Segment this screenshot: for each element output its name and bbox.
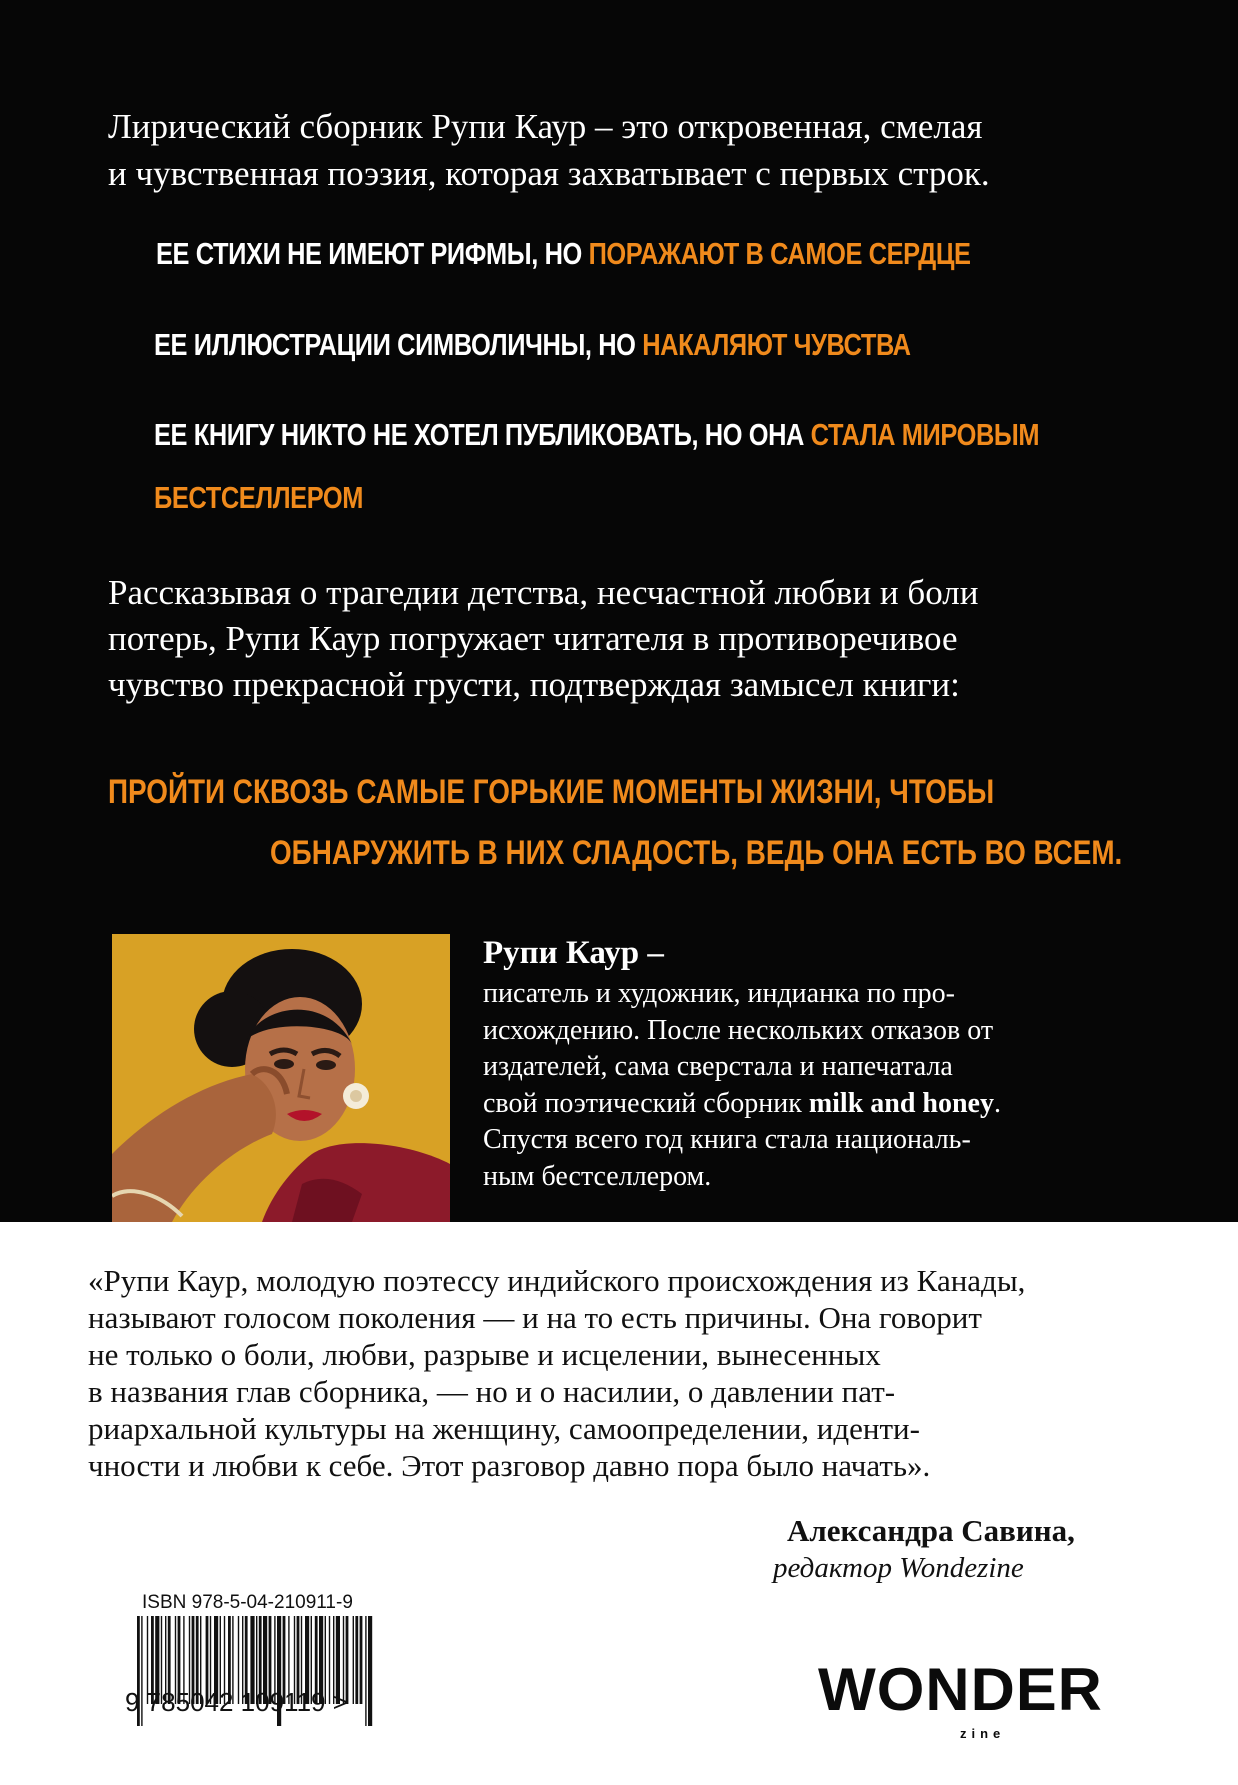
story-line-2: потерь, Рупи Каур погружает читателя в противоречивое [108, 619, 958, 658]
highlight-illustrations [154, 327, 911, 363]
bio-book-title: milk and honey [808, 1087, 994, 1119]
intro-line-1: Лирический сборник Рупи Каур – это откровенная, смелая [108, 107, 983, 146]
bio-line-6: ным бестселлером. [483, 1160, 712, 1192]
barcode-digits: 9 785042 109119 > [125, 1687, 348, 1717]
bio-line-1: писатель и художник, индианка по про- [483, 978, 955, 1009]
quote-author: Александра Савина, [787, 1513, 1075, 1548]
quote-line-1: «Рупи Каур, молодую поэтессу индийского происхождения из Канады, [88, 1263, 1026, 1298]
bio-name: Рупи Каур – [483, 935, 664, 971]
ending-line-1: ПРОЙТИ СКВОЗЬ САМЫЕ ГОРЬКИЕ МОМЕНТЫ ЖИЗНИ, ЧТОБЫ [108, 773, 995, 811]
bio-text [483, 976, 1045, 1195]
highlight-rhyme-white: ЕЕ СТИХИ НЕ ИМЕЮТ РИФМЫ, НО [156, 236, 589, 271]
highlight-bestseller-orange-2: БЕСТСЕЛЛЕРОМ [154, 480, 364, 515]
author-photo [112, 934, 450, 1222]
highlight-illustrations-orange: НАКАЛЯЮТ ЧУВСТВА [642, 327, 911, 362]
quote-line-5: риархальной культуры на женщину, самоопределении, иденти- [88, 1411, 920, 1446]
author-portrait-illustration [112, 934, 450, 1222]
quote-author-role: редактор Wondezine [773, 1552, 1024, 1584]
story-line-3: чувство прекрасной грусти, подтверждая замысел книги: [108, 665, 960, 704]
highlight-bestseller-white: ЕЕ КНИГУ НИКТО НЕ ХОТЕЛ ПУБЛИКОВАТЬ, НО ОНА [154, 417, 811, 452]
story-line-1: Рассказывая о трагедии детства, несчастной любви и боли [108, 573, 979, 612]
highlight-bestseller-continued [154, 480, 363, 516]
quote-line-6: чности и любви к себе. Этот разговор давно пора было начать». [88, 1448, 931, 1483]
isbn-label: ISBN 978-5-04-210911-9 [142, 1592, 353, 1613]
highlight-rhyme-orange: ПОРАЖАЮТ В САМОЕ СЕРДЦЕ [588, 236, 971, 271]
barcode-bar [353, 1616, 354, 1704]
author-bio [483, 930, 1045, 1195]
quote-line-3: не только о боли, любви, разрыве и исцелении, вынесенных [88, 1337, 881, 1372]
barcode-bar [368, 1616, 372, 1726]
bio-line-4-post: . [993, 1087, 1001, 1119]
story-paragraph [108, 570, 1048, 708]
highlight-bestseller-orange: СТАЛА МИРОВЫМ [810, 417, 1040, 452]
highlight-rhyme [156, 236, 971, 272]
bio-line-5: Спустя всего год книга стала националь- [483, 1124, 971, 1155]
highlight-bestseller [154, 417, 1039, 453]
barcode-bar [365, 1616, 366, 1726]
barcode-bar [355, 1616, 358, 1704]
intro-paragraph [108, 103, 1044, 197]
intro-line-2: и чувственная поэзия, которая захватывает с первых строк. [108, 154, 990, 193]
quote-line-2: называют голосом поколения — и на то есть причины. Она говорит [88, 1300, 982, 1335]
bio-line-3: издателей, сама сверстала и напечатала [483, 1051, 953, 1082]
publisher-logo-word: WONDER [818, 1656, 1103, 1723]
review-quote [88, 1262, 1098, 1484]
highlight-illustrations-white: ЕЕ ИЛЛЮСТРАЦИИ СИМВОЛИЧНЫ, НО [154, 327, 643, 362]
ending-line-2: ОБНАРУЖИТЬ В НИХ СЛАДОСТЬ, ВЕДЬ ОНА ЕСТЬ ВО ВСЕМ. [270, 834, 1123, 872]
barcode-bar [360, 1616, 363, 1704]
publisher-logo [818, 1655, 1103, 1755]
bio-line-2: исхождению. После нескольких отказов от [483, 1014, 994, 1046]
publisher-logo-sub: zine [960, 1726, 1006, 1741]
quote-line-4: в названия глав сборника, — но и о насилии, о давлении пат- [88, 1374, 896, 1409]
bio-line-4 [483, 1086, 1045, 1123]
bio-line-4-pre: свой поэтический сборник [483, 1087, 809, 1119]
